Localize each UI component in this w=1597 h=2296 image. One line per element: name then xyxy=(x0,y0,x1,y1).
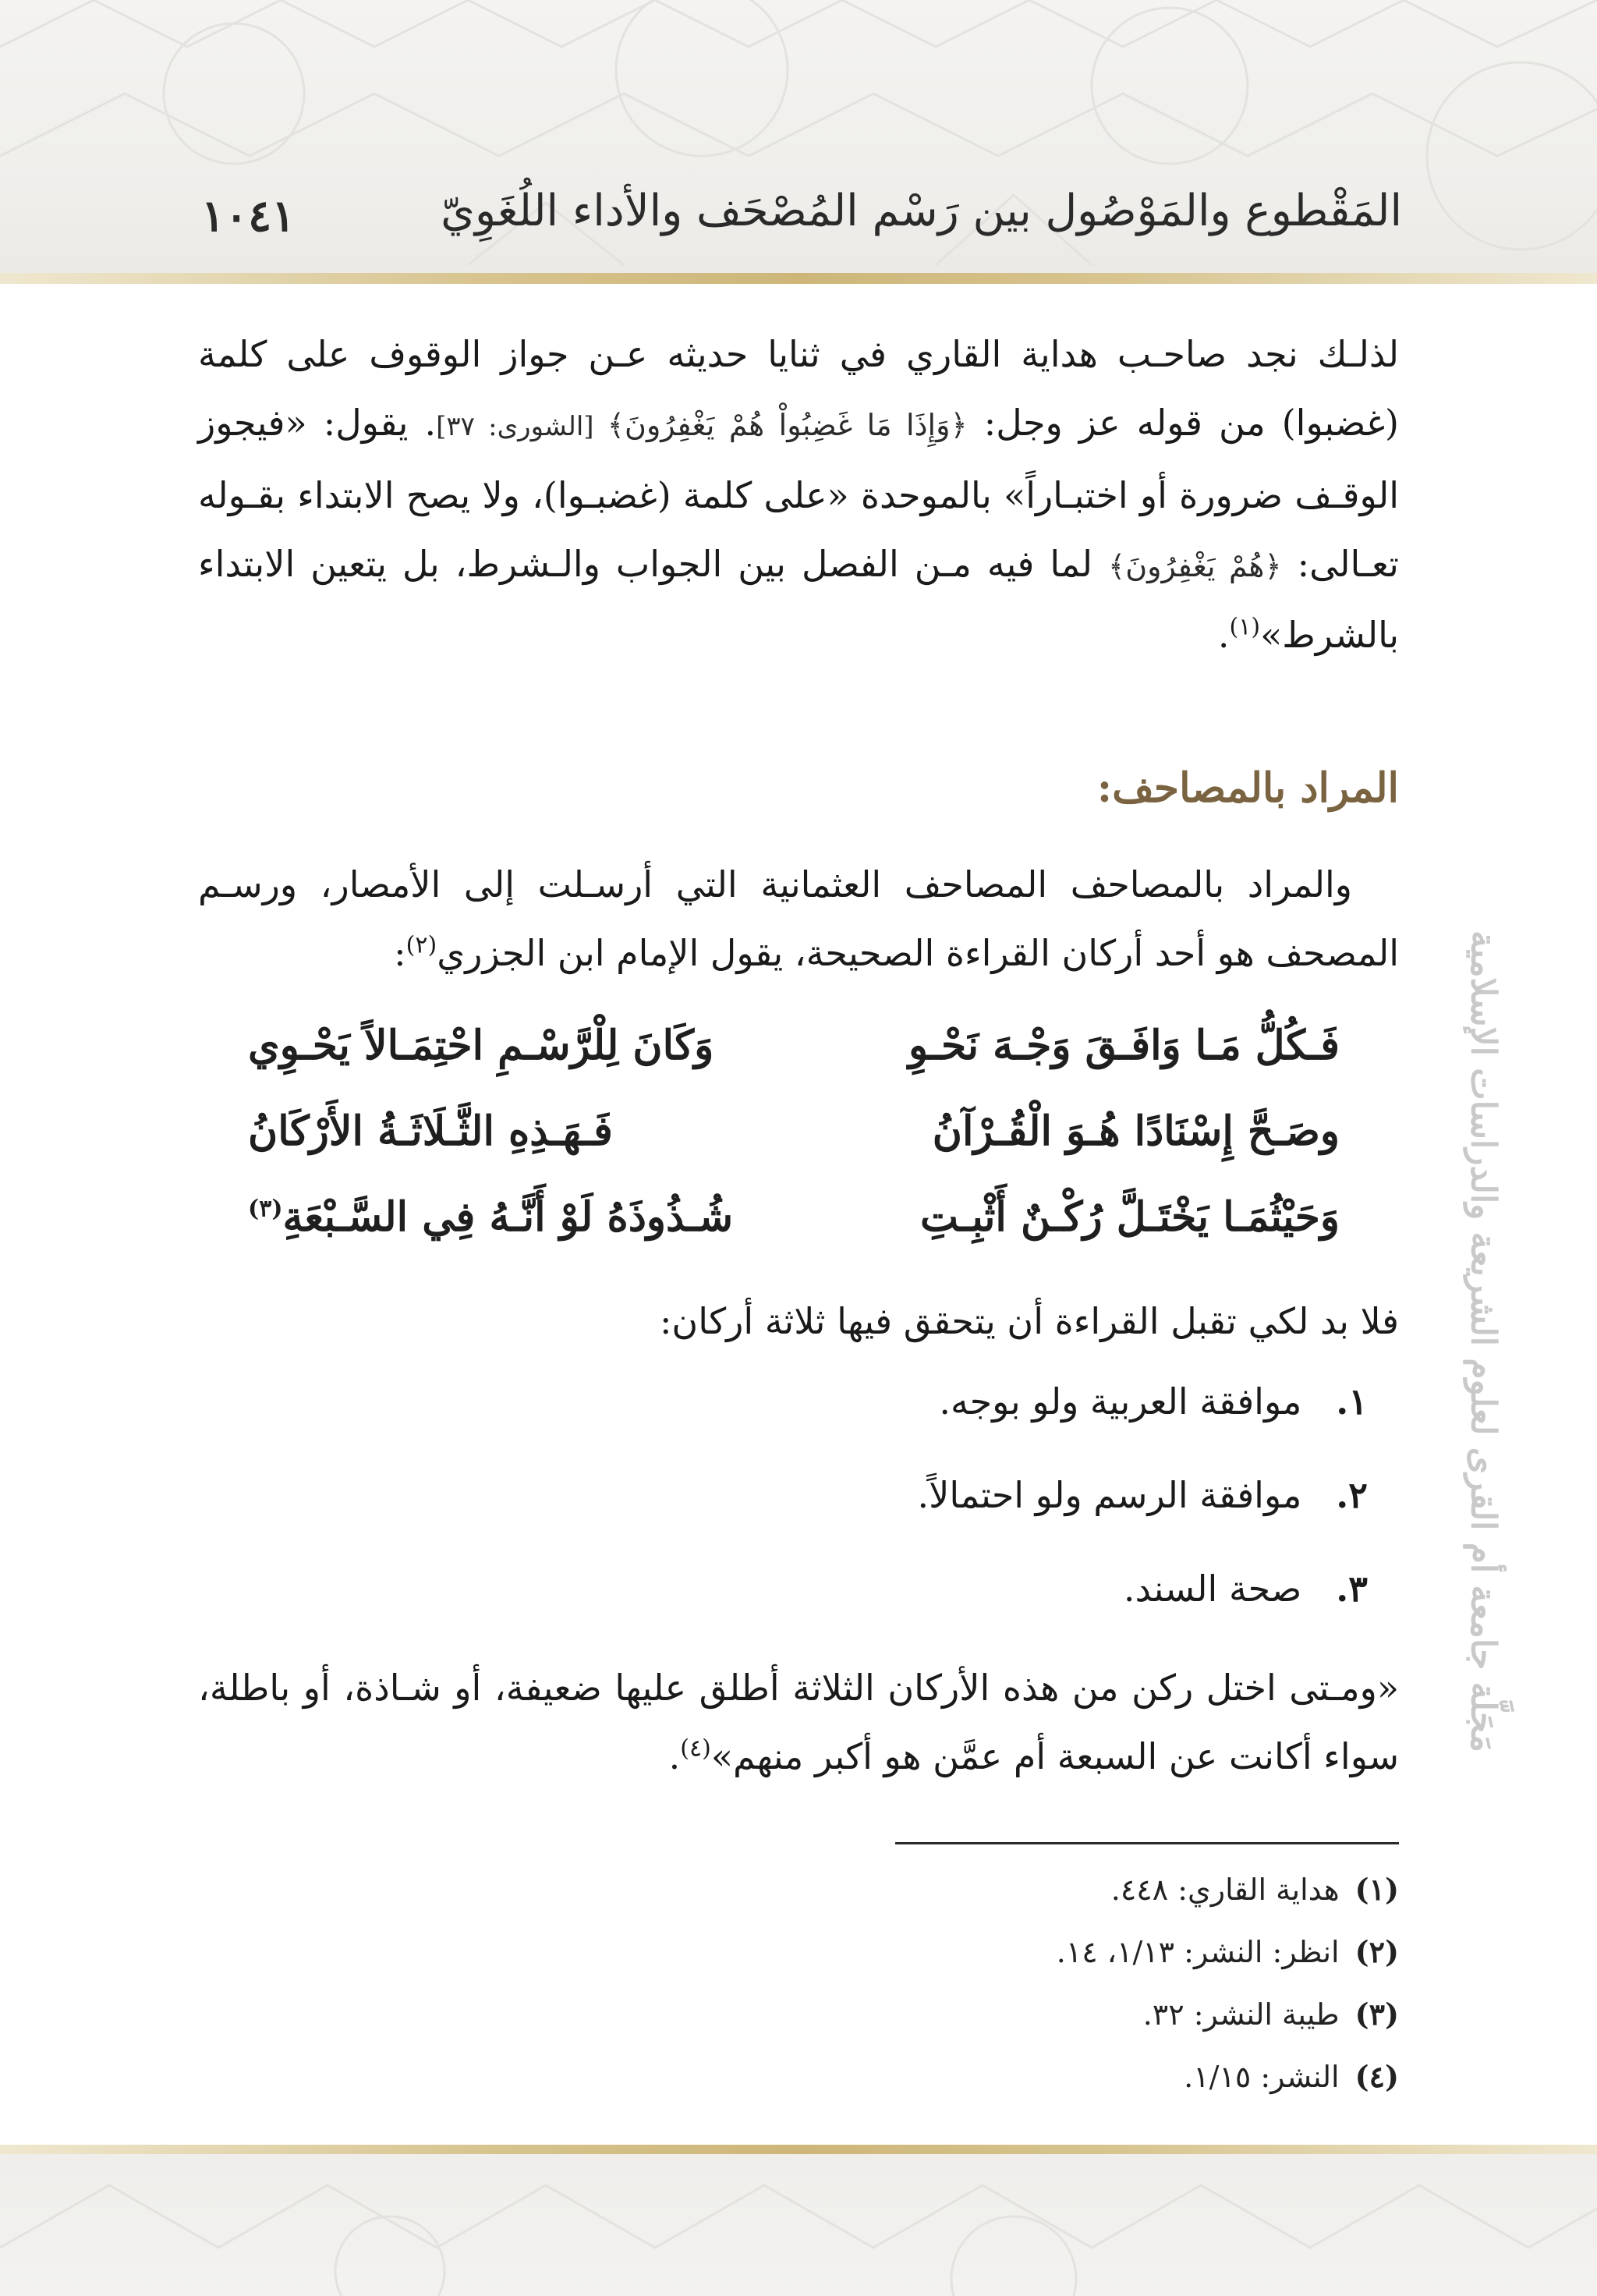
quran-verse-1: ﴿وَإِذَا مَا غَضِبُواْ هُمْ يَغْفِرُونَ﴾ xyxy=(607,408,968,442)
footnote-text: انظر: النشر: ١/١٣، ١٤. xyxy=(1056,1935,1340,1969)
footnote-mark-2[interactable]: (٢) xyxy=(405,931,437,959)
poem-hemistich-first: وَحَيْثُمَـا يَخْتَـلَّ رُكْـنٌ أَثْبِـتِ xyxy=(919,1193,1340,1241)
footnote-divider xyxy=(895,1842,1399,1844)
section-heading: المراد بالمصاحف: xyxy=(1096,764,1399,812)
page-number: ١٠٤١ xyxy=(201,190,296,242)
footnote-mark-3[interactable]: (٣) xyxy=(248,1195,283,1223)
list-number: ٢. xyxy=(1336,1474,1368,1516)
poem-line xyxy=(248,1107,1340,1193)
geometric-pattern xyxy=(0,2154,1597,2296)
running-title: المَقْطوع والمَوْصُول بين رَسْم المُصْحَف والأداء اللُغَوِيّ xyxy=(441,186,1402,236)
list-item-text: صحة السند. xyxy=(1123,1568,1302,1610)
poem xyxy=(248,1022,1340,1279)
footnote-item xyxy=(1184,2059,1399,2094)
footnote-number: (٤) xyxy=(1354,2059,1399,2094)
paragraph-3-text: «ومـتى اختل ركن من هذه الأركان الثلاثة أطلق عليها ضعيفة، أو شـاذة، أو باطلة، سواء أكانت عن السبعة أم عمَّن هو أكبر منهم» xyxy=(198,1667,1399,1777)
paragraph-3 xyxy=(198,1653,1399,1791)
poem-hemistich-second-text: شُـذُوذَهُ لَوْ أَنَّـهُ فِي السَّـبْعَةِ xyxy=(282,1193,734,1241)
verse-reference: [الشورى: ٣٧] xyxy=(436,411,607,442)
poem-hemistich-second xyxy=(248,1193,733,1241)
paragraph-2-text: والمراد بالمصاحف المصاحف العثمانية التي أرسـلت إلى الأمصار، ورسـم المصحف هو أحد أركان القراءة الصحيحة، يقول الإمام ابن الجزري xyxy=(198,863,1399,974)
paragraph-2 xyxy=(198,850,1399,987)
footnote-number: (١) xyxy=(1354,1872,1399,1907)
footer-band xyxy=(0,2154,1597,2296)
footnote-item xyxy=(1143,1997,1399,2032)
paragraph-1 xyxy=(198,320,1399,669)
list-item-text: موافقة العربية ولو بوجه. xyxy=(939,1380,1302,1423)
footnote-mark-4[interactable]: (٤) xyxy=(680,1734,711,1763)
footnote-number: (٢) xyxy=(1354,1934,1399,1969)
list-number: ١. xyxy=(1336,1380,1368,1423)
poem-hemistich-second: وَكَانَ لِلْرَّسْـمِ احْتِمَـالاً يَحْـوِي xyxy=(248,1022,714,1069)
poem-hemistich-first: وصَـحَّ إِسْنَادًا هُـوَ الْقُـرْآنُ xyxy=(932,1107,1340,1155)
paragraph-3-closing: . xyxy=(668,1735,681,1777)
poem-hemistich-second: فَـهَـذِهِ الثَّـلَاثَـةُ الأَرْكَانُ xyxy=(248,1107,613,1155)
side-band xyxy=(1444,803,1522,1880)
footnote-mark-1[interactable]: (١) xyxy=(1229,613,1261,641)
footnote-item xyxy=(1111,1872,1399,1907)
footnote-number: (٣) xyxy=(1354,1997,1399,2032)
poem-hemistich-first: فَـكُلُّ مَـا وَافَـقَ وَجْـهَ نَحْـوِ xyxy=(908,1022,1340,1069)
list-item xyxy=(918,1474,1369,1516)
quran-verse-2: ﴿هُمْ يَغْفِرُونَ﴾ xyxy=(1107,549,1282,583)
list-item xyxy=(939,1380,1368,1423)
footnote-text: هداية القاري: ٤٤٨. xyxy=(1110,1873,1340,1907)
paragraph-1-closing: . xyxy=(1217,614,1230,656)
paragraph-1-text-end: لما فيه مـن الفصل بين الجواب والـشرط، بل يتعين الابتداء بالشرط» xyxy=(198,543,1399,656)
list-item-text: موافقة الرسم ولو احتمالاً. xyxy=(917,1474,1302,1516)
header-band xyxy=(0,0,1597,282)
footnote-text: النشر: ١/١٥. xyxy=(1184,2060,1340,2094)
poem-line xyxy=(248,1193,1340,1279)
paragraph-2-closing: : xyxy=(394,932,406,974)
side-band-text: مَجَلَّة جامعة أم القرى لعلوم الشريعة والدراسات الإسلامية xyxy=(1463,930,1503,1752)
footnote-text: طيبة النشر: ٣٢. xyxy=(1142,1997,1340,2032)
list-item xyxy=(1124,1568,1368,1610)
list-intro: فلا بد لكي تقبل القراءة أن يتحقق فيها ثلاثة أركان: xyxy=(659,1300,1399,1342)
list-number: ٣. xyxy=(1336,1568,1368,1610)
footnote-item xyxy=(1057,1934,1399,1969)
paragraph-1-text-cont: . يقول: «فيجوز الوقـف ضرورة أو اختبـاراً» بالموحدة «على كلمة (غضبـوا)، ولا يصح الابتداء بقـوله تعـالى: xyxy=(198,402,1399,585)
poem-line xyxy=(248,1022,1340,1107)
paragraph-1-text: لذلـك نجد صاحـب هداية القاري في ثنايا حديثه عـن جواز الوقوف على كلمة (غضبوا) من قوله عز وجل: xyxy=(198,333,1399,444)
header-gold-rule xyxy=(0,273,1597,284)
